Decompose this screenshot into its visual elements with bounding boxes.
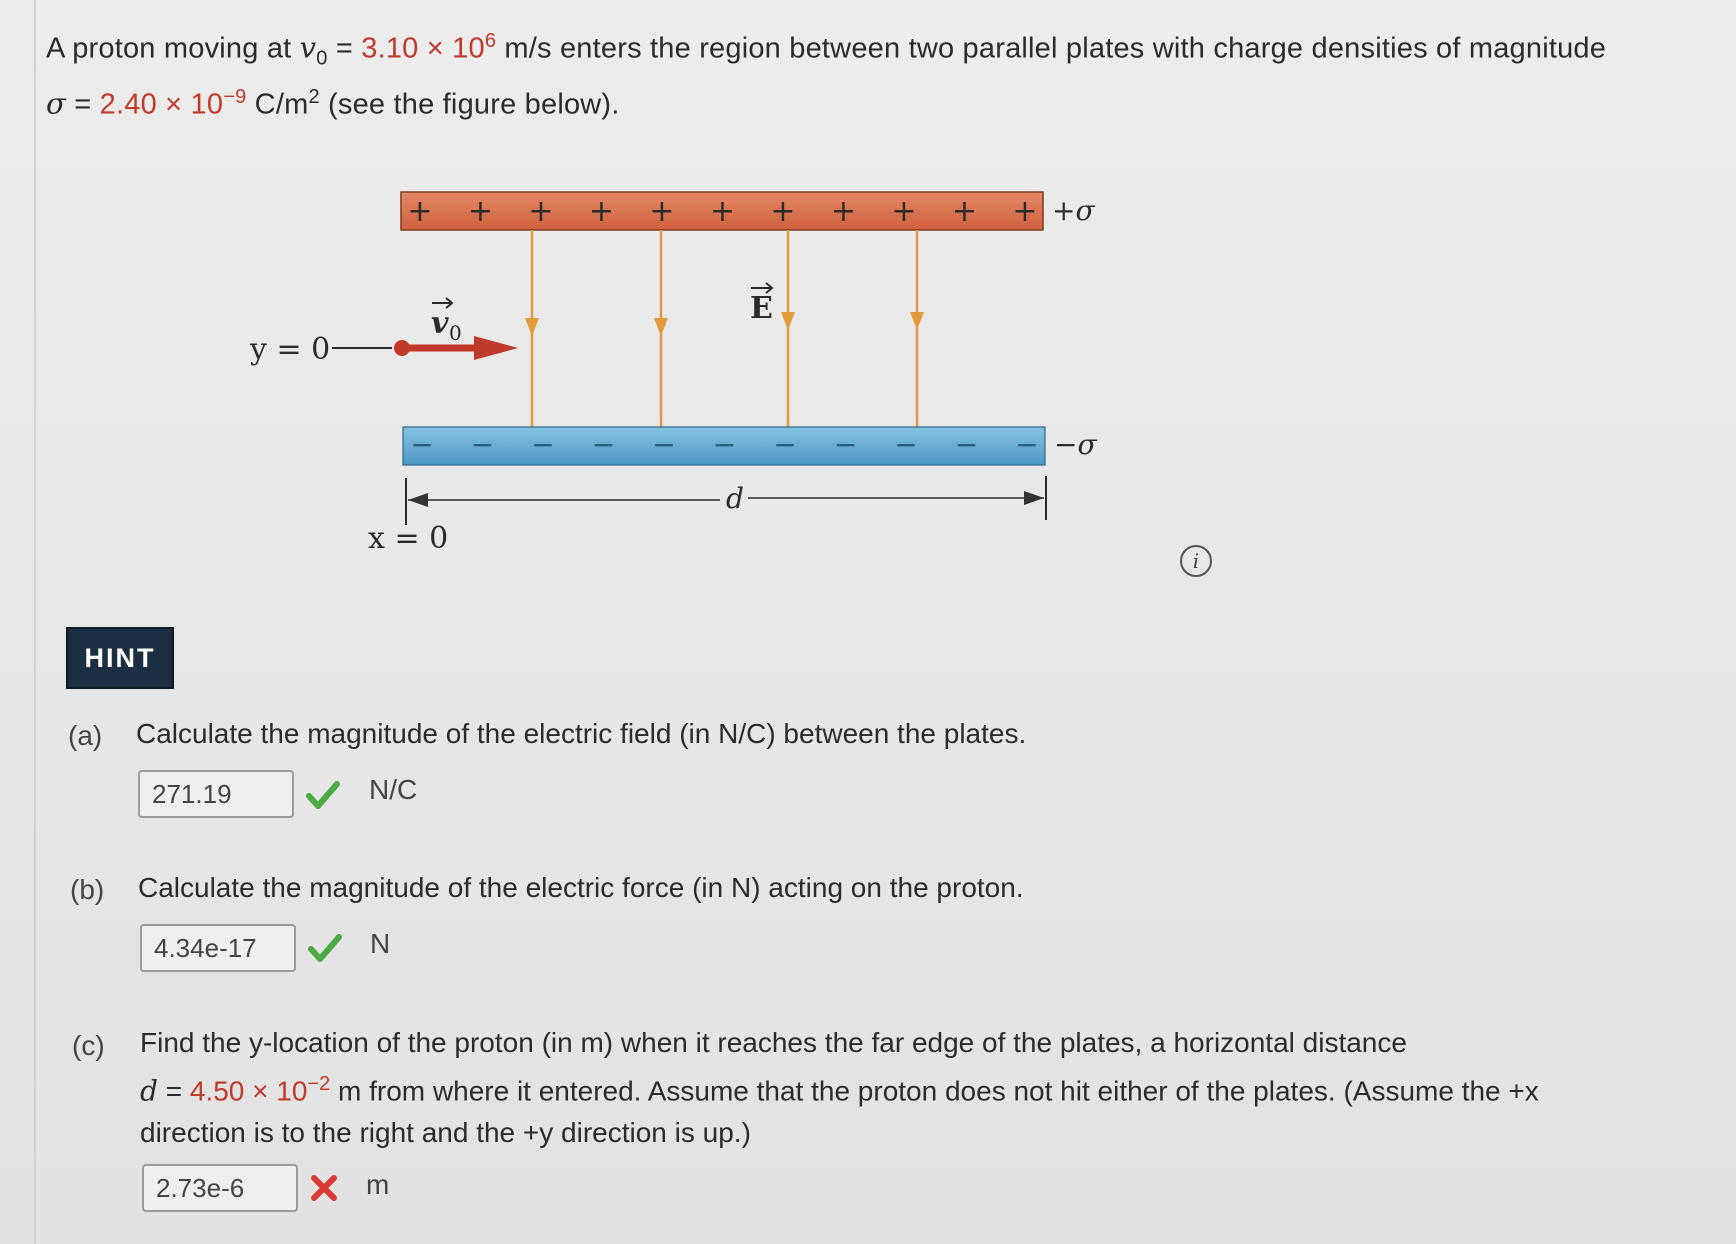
plus-sign: + — [528, 194, 554, 229]
plus-sign: + — [467, 194, 494, 229]
x0-label: x = 0 — [368, 521, 449, 556]
problem-text: A proton moving at — [46, 32, 300, 65]
field-arrowhead — [525, 318, 539, 336]
v-value: 3.10 × 10 — [361, 32, 485, 65]
part-c-text: m from where it entered. Assume that the proton does not hit either of the plates. (Assume the +x — [330, 1075, 1539, 1107]
left-rule — [34, 0, 36, 1244]
d-symbol: d — [140, 1074, 158, 1108]
plus-sign: + — [770, 194, 796, 229]
d-exponent: −2 — [307, 1073, 331, 1095]
v-subscript: 0 — [316, 47, 328, 70]
velocity-arrowhead — [474, 336, 518, 360]
plus-sigma-label: +σ — [1052, 194, 1095, 227]
field-arrowhead — [781, 312, 795, 330]
parallel-plates-figure — [220, 170, 1120, 570]
minus-sign: − — [470, 428, 495, 461]
part-b-unit: N — [370, 928, 391, 959]
plus-sign: + — [407, 194, 433, 229]
sigma-symbol: σ — [46, 86, 66, 121]
part-c-unit: m — [366, 1169, 390, 1200]
minus-sign: − — [712, 428, 737, 461]
y0-label: y = 0 — [250, 332, 331, 367]
x-icon — [310, 1174, 338, 1202]
minus-sigma-label: −σ — [1054, 428, 1097, 461]
plus-sign: + — [830, 194, 857, 229]
minus-sign: − — [591, 428, 616, 461]
sigma-unit: C/m — [246, 88, 309, 121]
v-unit-text: m/s enters the region between two parallel plates with charge densities of magnitude — [496, 32, 1607, 65]
part-c-question-line-1: Find the y-location of the proton (in m) when it reaches the far edge of the plates, a horizontal distance — [140, 1027, 1407, 1058]
minus-sign: − — [531, 428, 555, 461]
equals: = — [327, 32, 362, 65]
field-arrowhead — [910, 312, 924, 330]
plus-sign: + — [709, 194, 736, 229]
minus-sign: − — [410, 428, 434, 461]
part-c-question-line-2 — [140, 1073, 1539, 1107]
plus-sign: + — [891, 194, 917, 229]
minus-sign: − — [894, 428, 918, 461]
d-label: d — [726, 482, 744, 515]
check-icon — [306, 780, 340, 810]
problem-line-1 — [46, 30, 1606, 70]
E-field-label: E — [750, 291, 773, 326]
part-c-label: (c) — [72, 1030, 105, 1061]
minus-sign: − — [1015, 428, 1039, 461]
part-b-answer-input[interactable]: 4.34e-17 — [140, 924, 296, 972]
field-arrowhead — [654, 318, 668, 336]
plus-sign: + — [649, 194, 675, 229]
hint-button[interactable]: HINT — [66, 627, 174, 689]
v0-subscript: 0 — [449, 321, 462, 345]
part-c-answer-input[interactable]: 2.73e-6 — [142, 1164, 298, 1212]
part-a-label: (a) — [68, 720, 103, 751]
problem-line-2 — [46, 86, 620, 122]
part-a-answer-input[interactable]: 271.19 — [138, 770, 294, 818]
equals: = — [66, 88, 100, 121]
plus-sign: + — [951, 194, 978, 229]
info-icon[interactable]: i — [1180, 545, 1212, 577]
part-a-unit: N/C — [369, 774, 418, 805]
part-b-label: (b) — [70, 874, 105, 905]
d-value: 4.50 × 10 — [189, 1075, 308, 1107]
problem-text: (see the figure below). — [319, 88, 620, 121]
equals: = — [157, 1075, 190, 1107]
plus-sign: + — [588, 194, 615, 229]
sigma-value: 2.40 × 10 — [99, 88, 224, 121]
v0-label: v — [431, 306, 449, 341]
sigma-unit-exponent: 2 — [308, 86, 320, 108]
part-b-question: Calculate the magnitude of the electric force (in N) acting on the proton. — [138, 872, 1024, 903]
v-symbol: v — [299, 30, 317, 65]
sigma-exponent: −9 — [223, 86, 247, 108]
check-icon — [308, 933, 342, 963]
minus-sign: − — [773, 428, 797, 461]
part-c-question-line-3: direction is to the right and the +y direction is up.) — [140, 1117, 751, 1148]
v-exponent: 6 — [484, 30, 497, 52]
minus-sign: − — [833, 428, 858, 461]
plus-sign: + — [1012, 194, 1038, 229]
part-a-question: Calculate the magnitude of the electric field (in N/C) between the plates. — [136, 718, 1027, 749]
minus-sign: − — [652, 428, 676, 461]
minus-sign: − — [954, 428, 979, 461]
